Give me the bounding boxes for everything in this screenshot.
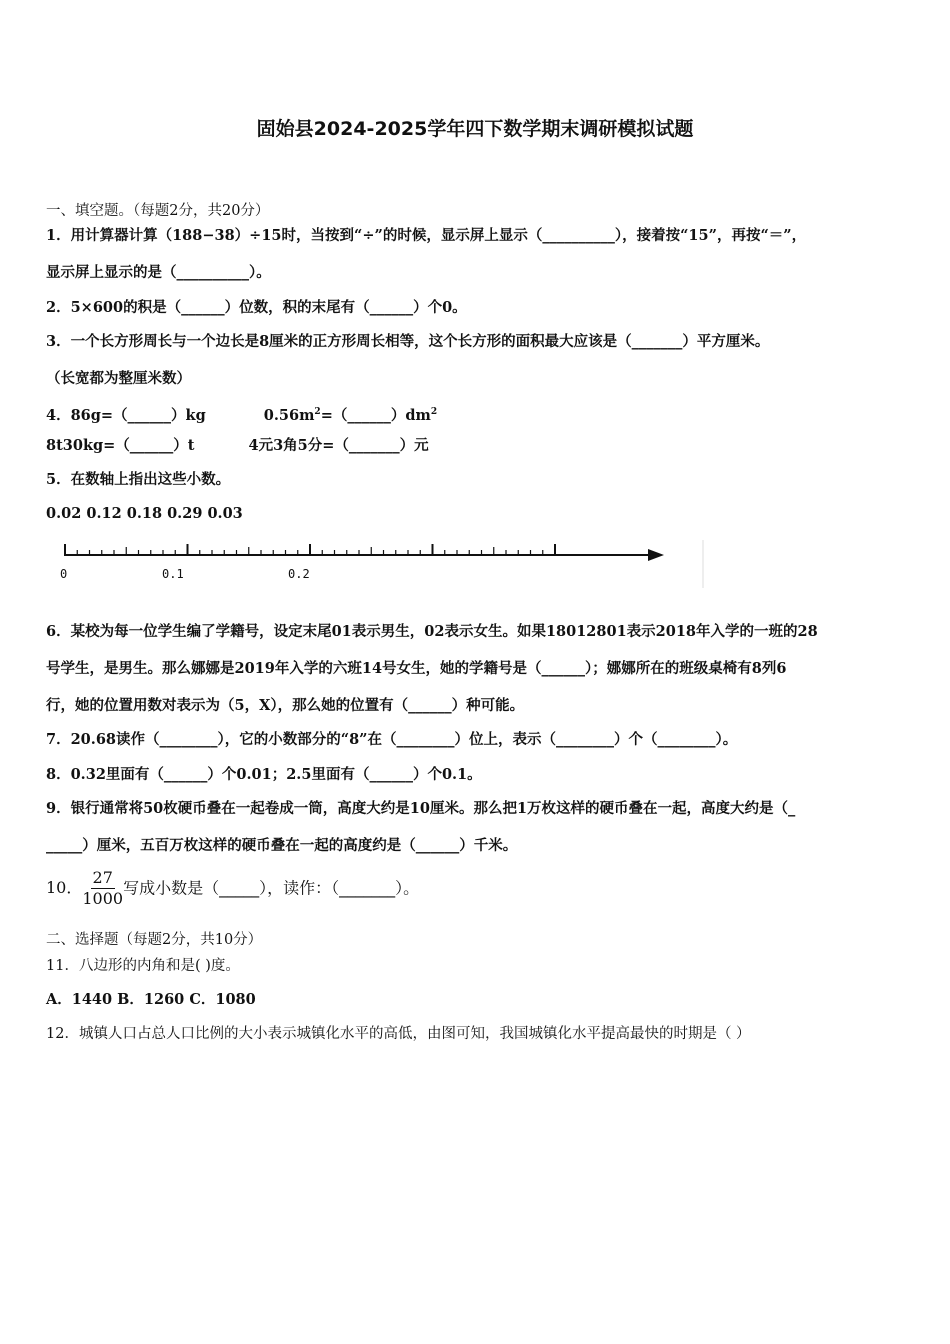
- question-11-options: A．1440 B．1260 C．1080: [46, 991, 256, 1008]
- section-choice-heading: 二、选择题（每题2分，共10分）: [46, 932, 263, 948]
- question-6-line-1: 6．某校为每一位学生编了学籍号，设定末尾01表示男生，02表示女生。如果18012801表示2018年入学的一班的28: [46, 623, 818, 640]
- question-12: 12．城镇人口占总人口比例的大小表示城镇化水平的高低，由图可知，我国城镇化水平提高最快的时期是（ ）: [46, 1026, 751, 1042]
- fraction-denominator: 1000: [82, 889, 124, 908]
- question-5: 5．在数轴上指出这些小数。: [46, 471, 231, 488]
- number-line-figure: [50, 532, 720, 592]
- q4-square-meters: 0.56m: [263, 406, 315, 424]
- question-9-line-1: 9．银行通常将50枚硬币叠在一起卷成一筒，高度大约是10厘米。那么把1万枚这样的硬币叠在一起，高度大约是（_: [46, 800, 796, 817]
- question-6-line-3: 行，她的位置用数对表示为（5，X），那么她的位置有（______）种可能。: [46, 697, 525, 714]
- question-4-line-2: [46, 436, 429, 456]
- section-fill-in-heading: 一、填空题。（每题2分，共20分）: [46, 203, 270, 219]
- number-line-label-0: 0: [60, 567, 68, 581]
- question-5-numbers: 0.02 0.12 0.18 0.29 0.03: [46, 505, 243, 522]
- number-line-label-0.1: 0.1: [162, 567, 184, 581]
- question-4-line-1: [46, 402, 437, 426]
- page-title: 固始县2024-2025学年四下数学期末调研模拟试题: [256, 118, 694, 140]
- question-8: 8．0.32里面有（______）个0.01；2.5里面有（______）个0.1。: [46, 766, 482, 783]
- number-line-ticks: [65, 544, 555, 555]
- q4-grams: 4．86g=（______）kg: [46, 406, 206, 424]
- question-11: 11．八边形的内角和是( )度。: [46, 958, 240, 974]
- fraction-numerator: 27: [92, 868, 113, 887]
- q10-text: 写成小数是（_____），读作：（_______）。: [123, 878, 420, 898]
- number-line-arrow: [648, 549, 664, 561]
- q4-superscript: 2: [430, 407, 438, 417]
- question-7: 7．20.68读作（________），它的小数部分的“8”在（________）位上，表示（________）个（________）。: [46, 731, 738, 748]
- question-3-line-1: 3．一个长方形周长与一个边长是8厘米的正方形周长相等，这个长方形的面积最大应该是（_______）平方厘米。: [46, 333, 770, 350]
- q4-square-decimeters: =（______）dm: [320, 406, 431, 424]
- q4-tons: 8t30kg=（______）t: [46, 437, 195, 454]
- q4-superscript: 2: [314, 407, 321, 417]
- question-9-line-2: _____）厘米，五百万枚这样的硬币叠在一起的高度约是（______）千米。: [46, 837, 518, 854]
- question-3-line-2: （长宽都为整厘米数）: [46, 370, 191, 387]
- q4-yuan: 4元3角5分=（_______）元: [248, 437, 429, 454]
- question-10: [46, 868, 419, 909]
- question-1-line-1: 1．用计算器计算（188−38）÷15时，当按到“÷”的时候，显示屏上显示（__________），接着按“15”，再按“＝”，: [46, 227, 807, 244]
- q10-number: 10．: [46, 878, 83, 897]
- fraction: [82, 868, 123, 909]
- number-line-label-0.2: 0.2: [288, 567, 310, 581]
- question-2: 2．5×600的积是（______）位数，积的末尾有（______）个0。: [46, 299, 467, 316]
- question-1-line-2: 显示屏上显示的是（__________）。: [46, 264, 271, 281]
- question-6-line-2: 号学生，是男生。那么娜娜是2019年入学的六班14号女生，她的学籍号是（______）；娜娜所在的班级桌椅有8列6: [46, 660, 787, 677]
